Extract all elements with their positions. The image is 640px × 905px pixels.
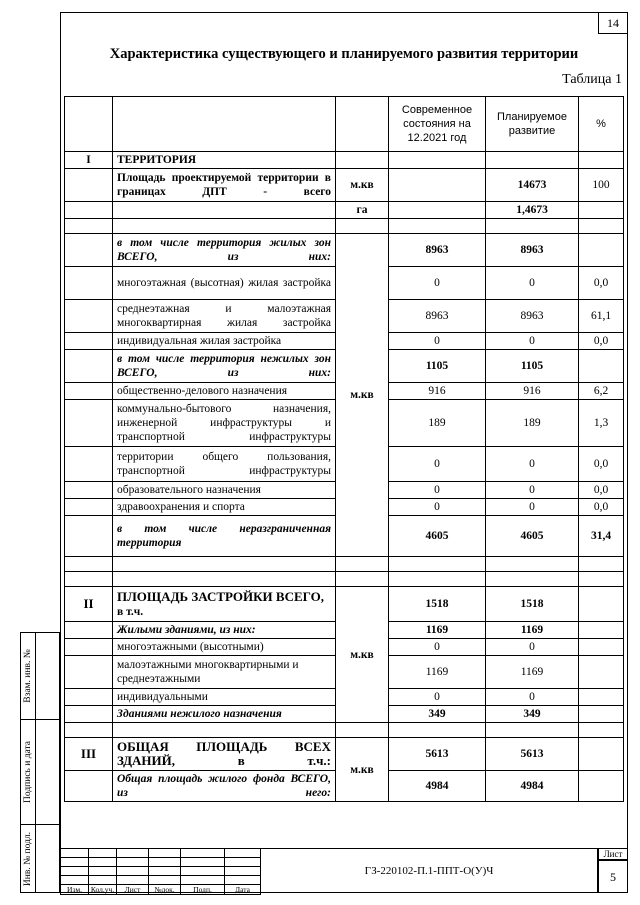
- side-stamp-signature: [20, 720, 60, 825]
- row-planned: 1169: [486, 656, 579, 689]
- area-planned-m2: 14673: [486, 169, 579, 202]
- row-label: индивидуальная жилая застройка: [113, 333, 336, 350]
- row-percent: [579, 234, 624, 267]
- section3-unit: м.кв: [336, 738, 389, 802]
- section1-number: I: [65, 152, 113, 169]
- row-current: 8963: [389, 300, 486, 333]
- sheet-label: Лист: [598, 848, 628, 860]
- row-percent: 1,3: [579, 400, 624, 447]
- area-planned-ha: 1,4673: [486, 202, 579, 219]
- row-current: 1105: [389, 350, 486, 383]
- table-row: [65, 169, 624, 202]
- row-current: 1169: [389, 656, 486, 689]
- row-planned: 0: [486, 499, 579, 516]
- side-stamp-vzam: [20, 632, 60, 720]
- row-current: 0: [389, 333, 486, 350]
- row-label: здравоохранения и спорта: [113, 499, 336, 516]
- area-percent: 100: [579, 169, 624, 202]
- title-block: [60, 848, 628, 893]
- row-label: индивидуальными: [113, 689, 336, 706]
- row-percent: 0,0: [579, 333, 624, 350]
- table-row: [65, 234, 624, 267]
- section2-title: ПЛОЩАДЬ ЗАСТРОЙКИ ВСЕГО,: [117, 588, 324, 604]
- row-current: 0: [389, 482, 486, 499]
- row-planned: 0: [486, 267, 579, 300]
- stamp-col-ndok: №док.: [149, 885, 181, 895]
- row-percent: 61,1: [579, 300, 624, 333]
- revision-grid: [60, 848, 261, 895]
- row-label: среднеэтажная и малоэтажная многоквартирная жилая застройка: [113, 300, 336, 333]
- row-percent: 6,2: [579, 383, 624, 400]
- row-planned: 0: [486, 482, 579, 499]
- row-current: 1169: [389, 622, 486, 639]
- area-unit-ha: га: [336, 202, 389, 219]
- row-planned: 8963: [486, 300, 579, 333]
- characteristics-table: [64, 96, 624, 802]
- stamp-col-list: Лист: [117, 885, 149, 895]
- row-label: образовательного назначения: [113, 482, 336, 499]
- row-current: 0: [389, 267, 486, 300]
- row-percent: 0,0: [579, 482, 624, 499]
- row-planned: 4605: [486, 516, 579, 557]
- section2-unit: м.кв: [336, 587, 389, 723]
- section2-number: II: [65, 587, 113, 622]
- row-label: территории общего пользования, транспортной инфраструктуры: [113, 447, 336, 482]
- row-planned: 916: [486, 383, 579, 400]
- document-code: ГЗ-220102-П.1-ППТ-О(У)Ч: [260, 848, 598, 893]
- side-label-signature: Подпись и дата: [23, 740, 33, 804]
- row-percent: 0,0: [579, 447, 624, 482]
- row-label: в том числе неразграниченная территория: [113, 516, 336, 557]
- row-percent: [579, 350, 624, 383]
- area-unit-m2: м.кв: [336, 169, 389, 202]
- section3-sub-current: 4984: [389, 771, 486, 802]
- section2-total-planned: 1518: [486, 587, 579, 622]
- stamp-col-kolvo: Кол.уч.: [89, 885, 117, 895]
- row-planned: 0: [486, 447, 579, 482]
- header-percent: %: [579, 97, 624, 152]
- section3-sub-label: Общая площадь жилого фонда ВСЕГО, из него:: [113, 771, 336, 802]
- row-current: 916: [389, 383, 486, 400]
- stamp-col-data: Дата: [225, 885, 261, 895]
- row-planned: 8963: [486, 234, 579, 267]
- section3-number: III: [65, 738, 113, 771]
- section2-subtitle: в т.ч.: [117, 605, 144, 618]
- row-planned: 0: [486, 639, 579, 656]
- section3-sub-planned: 4984: [486, 771, 579, 802]
- section3-header-row: [65, 738, 624, 771]
- section3-title: ОБЩАЯ ПЛОЩАДЬ ВСЕХ ЗДАНИЙ, в т.ч.:: [113, 738, 336, 771]
- row-label: коммунально-бытового назначения, инженерной инфраструктуры и транспортной инфраструктуры: [113, 400, 336, 447]
- area-label: Площадь проектируемой территории в границах ДПТ - всего: [113, 169, 336, 202]
- row-current: 0: [389, 499, 486, 516]
- page-number: 14: [598, 12, 628, 34]
- section2-total-current: 1518: [389, 587, 486, 622]
- sheet-number: 5: [598, 860, 628, 893]
- zones-unit: м.кв: [336, 234, 389, 557]
- side-stamp-inv: [20, 825, 60, 893]
- table-header-row: [65, 97, 624, 152]
- row-planned: 0: [486, 689, 579, 706]
- row-current: 189: [389, 400, 486, 447]
- section2-header-row: [65, 587, 624, 622]
- row-planned: 1169: [486, 622, 579, 639]
- row-current: 0: [389, 639, 486, 656]
- header-planned: Планируемое развитие: [486, 97, 579, 152]
- row-current: 0: [389, 447, 486, 482]
- row-label: многоэтажная (высотная) жилая застройка: [113, 267, 336, 300]
- row-label: в том числе территория жилых зон ВСЕГО, из них:: [113, 234, 336, 267]
- row-percent: 0,0: [579, 267, 624, 300]
- row-label: Зданиями нежилого назначения: [113, 706, 336, 723]
- side-label-inv: Инв. № подл.: [23, 831, 33, 886]
- row-percent: 0,0: [579, 499, 624, 516]
- row-current: 0: [389, 689, 486, 706]
- row-planned: 1105: [486, 350, 579, 383]
- row-current: 8963: [389, 234, 486, 267]
- document-title: Характеристика существующего и планируемого развития территории: [109, 46, 579, 62]
- header-current: Современное состояния на 12.2021 год: [389, 97, 486, 152]
- row-planned: 349: [486, 706, 579, 723]
- row-label: в том числе территория нежилых зон ВСЕГО, из них:: [113, 350, 336, 383]
- table-row: [65, 202, 624, 219]
- stamp-col-izm: Изм.: [61, 885, 89, 895]
- section3-total-current: 5613: [389, 738, 486, 771]
- row-planned: 189: [486, 400, 579, 447]
- section3-total-planned: 5613: [486, 738, 579, 771]
- section1-title: ТЕРРИТОРИЯ: [113, 152, 336, 169]
- table-label: Таблица 1: [562, 72, 622, 87]
- row-planned: 0: [486, 333, 579, 350]
- row-current: 4605: [389, 516, 486, 557]
- row-label: Жилыми зданиями, из них:: [113, 622, 336, 639]
- section1-header-row: [65, 152, 624, 169]
- row-label: многоэтажными (высотными): [113, 639, 336, 656]
- side-label-vzam: Взам. инв. №: [23, 649, 33, 703]
- stamp-col-podp: Подп.: [181, 885, 225, 895]
- row-label: общественно-делового назначения: [113, 383, 336, 400]
- row-percent: 31,4: [579, 516, 624, 557]
- row-label: малоэтажными многоквартирными и среднеэтажными: [113, 656, 336, 689]
- row-current: 349: [389, 706, 486, 723]
